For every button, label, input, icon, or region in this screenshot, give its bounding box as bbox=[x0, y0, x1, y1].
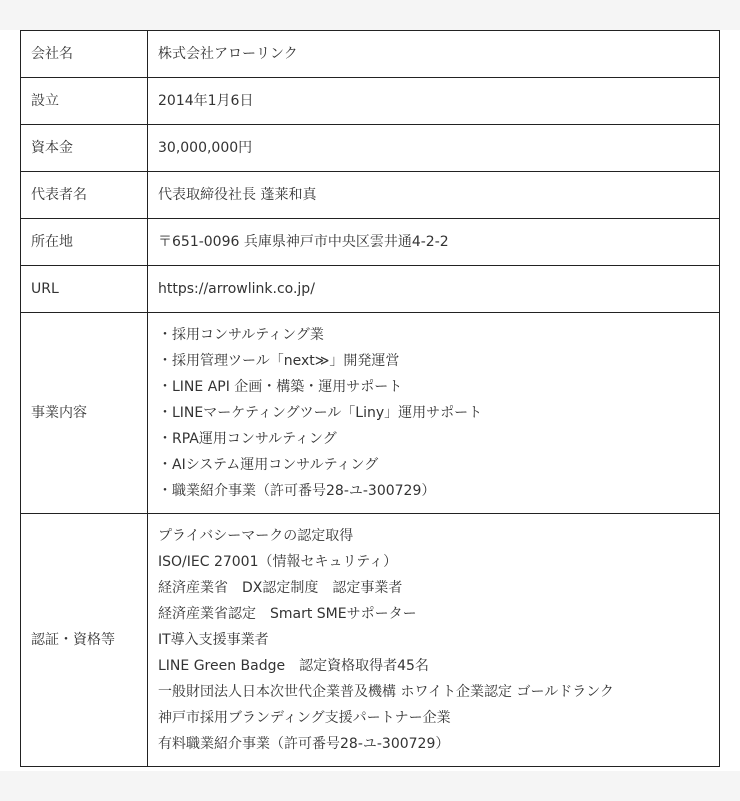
row-label: 所在地 bbox=[21, 219, 148, 266]
certification-item: ISO/IEC 27001（情報セキュリティ） bbox=[158, 554, 398, 570]
certification-item: 経済産業省 DX認定制度 認定事業者 bbox=[158, 580, 403, 596]
certification-item: 一般財団法人日本次世代企業普及機構 ホワイト企業認定 ゴールドランク bbox=[158, 684, 614, 700]
business-item: ・職業紹介事業（許可番号28-ユ-300729） bbox=[158, 483, 436, 499]
certification-item: 有料職業紹介事業（許可番号28-ユ-300729） bbox=[158, 736, 450, 752]
row-label: 認証・資格等 bbox=[21, 514, 148, 767]
row-value: https://arrowlink.co.jp/ bbox=[148, 266, 720, 313]
row-value: 株式会社アローリンク bbox=[148, 31, 720, 78]
company-info-table bbox=[20, 30, 720, 767]
table-row-capital bbox=[21, 125, 720, 172]
table-row-certifications bbox=[21, 514, 720, 767]
row-label: 資本金 bbox=[21, 125, 148, 172]
business-list bbox=[148, 313, 720, 514]
row-value: 30,000,000円 bbox=[148, 125, 720, 172]
certification-item: IT導入支援事業者 bbox=[158, 632, 269, 648]
row-value: 代表取締役社長 蓬莱和真 bbox=[148, 172, 720, 219]
row-label: 会社名 bbox=[21, 31, 148, 78]
business-item: ・LINEマーケティングツール「Liny」運用サポート bbox=[158, 405, 483, 421]
certification-item: LINE Green Badge 認定資格取得者45名 bbox=[158, 658, 429, 674]
table-row-business bbox=[21, 313, 720, 514]
row-value: 〒651-0096 兵庫県神戸市中央区雲井通4-2-2 bbox=[148, 219, 720, 266]
table-row-address bbox=[21, 219, 720, 266]
row-label: 代表者名 bbox=[21, 172, 148, 219]
business-item: ・LINE API 企画・構築・運用サポート bbox=[158, 379, 403, 395]
row-label: 事業内容 bbox=[21, 313, 148, 514]
table-row-company-name bbox=[21, 31, 720, 78]
certification-item: 神戸市採用ブランディング支援パートナー企業 bbox=[158, 710, 451, 726]
business-item: ・採用管理ツール「next≫」開発運営 bbox=[158, 353, 400, 369]
table-row-representative bbox=[21, 172, 720, 219]
business-item: ・AIシステム運用コンサルティング bbox=[158, 457, 379, 473]
row-label: URL bbox=[21, 266, 148, 313]
certification-item: プライバシーマークの認定取得 bbox=[158, 528, 354, 544]
table-row-url bbox=[21, 266, 720, 313]
certification-item: 経済産業省認定 Smart SMEサポーター bbox=[158, 606, 417, 622]
certification-list bbox=[148, 514, 720, 767]
row-value: 2014年1月6日 bbox=[148, 78, 720, 125]
business-item: ・採用コンサルティング業 bbox=[158, 327, 324, 343]
table-row-established bbox=[21, 78, 720, 125]
business-item: ・RPA運用コンサルティング bbox=[158, 431, 337, 447]
row-label: 設立 bbox=[21, 78, 148, 125]
